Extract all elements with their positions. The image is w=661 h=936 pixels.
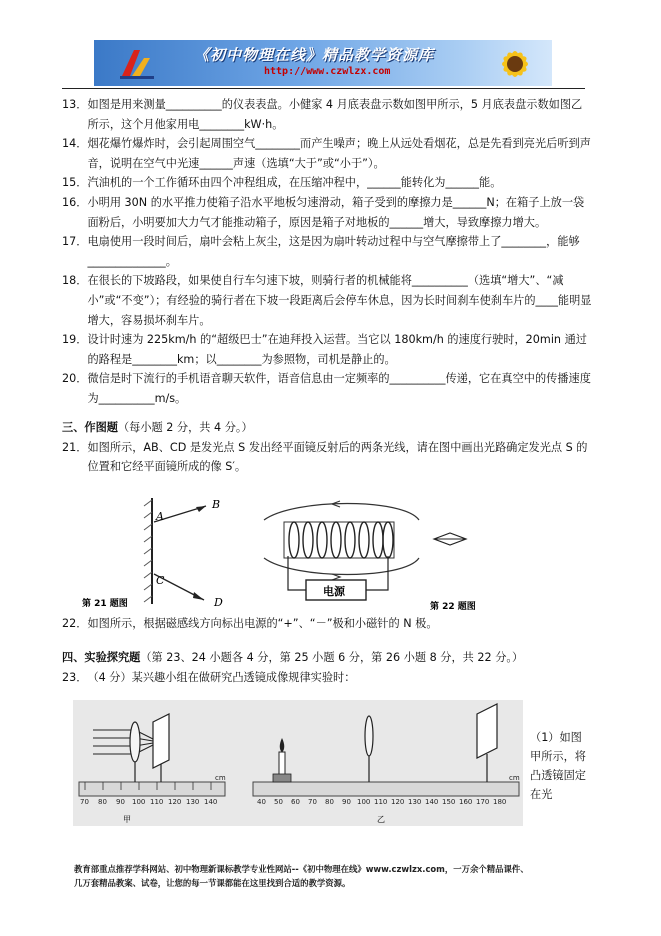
question-text: 设计时速为 225km/h 的“超级巴士”在迪拜投入运营。当它以 180km/h 的速度行驶时，20min 通过的路程是________km；以________为参照物，司机是静止的。: [87, 333, 587, 366]
unit-label: cm: [509, 774, 520, 782]
question-number: 15．: [62, 176, 88, 190]
section-note: （第 23、24 小题各 4 分，第 25 小题 6 分，第 26 小题 8 分，共 22 分。）: [140, 650, 524, 664]
question-text: 如图是用来测量__________的仪表表盘。小健家 4 月底表盘示数如图甲所示，5 月底表盘示数如图乙所示，这个月他家用电________kW·h。: [87, 98, 583, 131]
light-screen-icon: [477, 704, 497, 758]
tick-label: 80: [98, 798, 107, 806]
label-a: A: [156, 510, 164, 523]
section-4-heading: [62, 648, 592, 668]
question-14: [62, 134, 592, 173]
tick-label: 90: [116, 798, 125, 806]
question-number: 17．: [62, 235, 88, 249]
figure-21-22-drawing: [82, 492, 481, 612]
question-22: [62, 614, 592, 634]
candle-icon: [279, 752, 285, 776]
tick-label: 120: [168, 798, 182, 806]
tick-label: 150: [442, 798, 456, 806]
tick-label: 170: [476, 798, 490, 806]
question-23-part-1: （1）如图甲所示，将凸透镜固定在光: [530, 731, 586, 801]
question-number: 19．: [62, 333, 88, 347]
tick-label: 120: [391, 798, 405, 806]
question-text: 小明用 30N 的水平推力使箱子沿水平地板匀速滑动，箱子受到的摩擦力是______N；在箱子上放一袋面粉后，小明要加大力气才能推动箱子，原因是箱子对地板的______增大，导致摩擦力增大。: [87, 195, 585, 229]
page-footer: [74, 862, 604, 890]
section-note: （每小题 2 分，共 4 分。）: [117, 420, 253, 434]
question-16: [62, 193, 592, 232]
question-13: [62, 95, 592, 134]
label-jia: 甲: [123, 815, 131, 824]
tick-label: 80: [325, 798, 334, 806]
tick-label: 110: [374, 798, 388, 806]
question-17: [62, 232, 592, 271]
convex-lens-icon: [130, 722, 140, 762]
footer-line-2: 几万套精品教案、试卷，让您的每一节课都能在这里找到合适的教学资源。: [74, 878, 351, 888]
question-number: 16．: [62, 195, 88, 209]
question-number: 14．: [62, 137, 88, 151]
label-yi: 乙: [377, 815, 385, 824]
tick-label: 140: [204, 798, 218, 806]
figure-23: [73, 700, 523, 826]
question-number: 23．: [62, 670, 88, 684]
site-logo-icon: [118, 46, 158, 82]
question-number: 18．: [62, 274, 88, 288]
section-title: 四、实验探究题: [62, 650, 141, 664]
label-d: D: [214, 596, 223, 609]
tick-label: 70: [308, 798, 317, 806]
caption-22: 第 22 题图: [430, 602, 476, 612]
question-text: 微信是时下流行的手机语音聊天软件，语音信息由一定频率的__________传递，它在真空中的传播速度为__________m/s。: [87, 372, 591, 405]
question-15: [62, 173, 592, 193]
question-20: [62, 369, 592, 408]
question-21: [62, 438, 592, 477]
question-number: 22．: [62, 617, 88, 630]
tick-label: 90: [342, 798, 351, 806]
unit-label: cm: [215, 774, 226, 782]
footer-line-1: 教育部重点推荐学科网站、初中物理新课标教学专业性网站--《初中物理在线》www.czwlzx.com，一万余个精品课件、: [74, 864, 529, 874]
tick-label: 130: [186, 798, 200, 806]
banner-title: 《初中物理在线》精品教学资源库: [194, 46, 435, 64]
header-rule: [62, 88, 585, 89]
question-text: （4 分）某兴趣小组在做研究凸透镜成像规律实验时：: [87, 670, 356, 684]
tick-label: 50: [274, 798, 283, 806]
caption-21: 第 21 题图: [82, 599, 128, 609]
tick-label: 130: [408, 798, 422, 806]
tick-label: 140: [425, 798, 439, 806]
section-title: 三、作图题: [62, 420, 118, 434]
tick-label: 160: [459, 798, 473, 806]
question-23: [62, 668, 592, 688]
tick-label: 100: [132, 798, 146, 806]
power-label: 电源: [323, 585, 345, 598]
tick-label: 180: [493, 798, 507, 806]
question-number: 21．: [62, 440, 88, 454]
document-body-lower: [62, 614, 592, 687]
tick-label: 60: [291, 798, 300, 806]
tick-label: 40: [257, 798, 266, 806]
question-text: 如图所示，AB、CD 是发光点 S 发出经平面镜反射后的两条光线，请在图中画出光路确定发光点 S 的位置和它经平面镜所成的像 S′。: [87, 440, 588, 474]
sunflower-icon: [484, 42, 546, 86]
document-body: [62, 95, 592, 477]
question-number: 13．: [62, 98, 88, 111]
tick-label: 70: [80, 798, 89, 806]
section-3-heading: [62, 418, 592, 438]
label-c: C: [156, 574, 165, 587]
label-b: B: [212, 498, 221, 511]
figure-21-22: [82, 492, 481, 612]
banner-url[interactable]: http://www.czwlzx.com: [264, 66, 391, 77]
question-18: [62, 271, 592, 330]
figure-23-drawing: [73, 700, 523, 826]
tick-label: 110: [150, 798, 164, 806]
question-19: [62, 330, 592, 369]
question-text: 烟花爆竹爆炸时，会引起周围空气________而产生噪声；晚上从远处看烟花，总是先看到亮光后听到声音，说明在空气中光速______声速（选填“大于”或“小于”）。: [87, 137, 591, 170]
question-text: 如图所示，根据磁感线方向标出电源的“+”、“－”极和小磁针的 N 极。: [87, 617, 438, 630]
convex-lens-icon: [365, 716, 373, 756]
site-banner: [94, 40, 552, 86]
tick-label: 100: [357, 798, 371, 806]
question-text: 汽油机的一个工作循环由四个冲程组成，在压缩冲程中，______能转化为______能。: [87, 176, 502, 190]
question-text: 在很长的下坡路段，如果使自行车匀速下坡，则骑行者的机械能将__________（选填“增大”、“减小”或“不变”）；有经验的骑行者在下坡一段距离后会停车休息，因为长时间刹车使刹车片的____能明显增大，容易损坏刹车片。: [87, 274, 592, 327]
question-text: 电扇使用一段时间后，扇叶会粘上灰尘，这是因为扇叶转动过程中与空气摩擦带上了________，能够______________。: [87, 235, 580, 268]
question-number: 20．: [62, 372, 88, 386]
light-screen-icon: [153, 714, 169, 768]
